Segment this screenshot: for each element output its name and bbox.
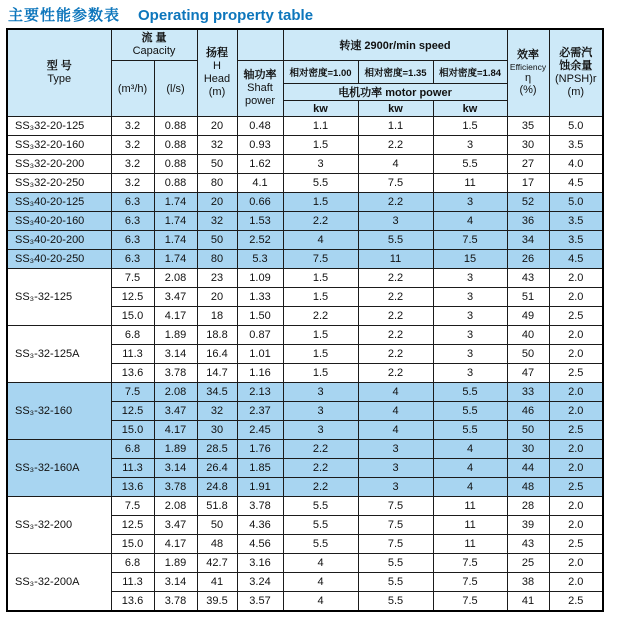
value-cell: 4	[283, 554, 358, 573]
value-cell: 3.78	[154, 592, 197, 612]
value-cell: 5.5	[358, 554, 433, 573]
value-cell: 1.09	[237, 269, 283, 288]
col-header-density-3: 相对密度=1.84	[433, 61, 507, 84]
value-cell: 39	[507, 516, 549, 535]
value-cell: 1.91	[237, 478, 283, 497]
value-cell: 3	[433, 269, 507, 288]
value-cell: 1.74	[154, 231, 197, 250]
value-cell: 30	[197, 421, 237, 440]
col-header-capacity-ls: (l/s)	[154, 61, 197, 117]
type-cell: SS₃32-20-250	[7, 174, 111, 193]
value-cell: 20	[197, 288, 237, 307]
value-cell: 2.5	[549, 421, 603, 440]
value-cell: 4.0	[549, 155, 603, 174]
value-cell: 43	[507, 535, 549, 554]
value-cell: 11	[433, 174, 507, 193]
value-cell: 1.62	[237, 155, 283, 174]
value-cell: 80	[197, 174, 237, 193]
col-header-kw-2: kw	[358, 101, 433, 117]
value-cell: 2.0	[549, 440, 603, 459]
value-cell: 4	[283, 231, 358, 250]
value-cell: 2.0	[549, 459, 603, 478]
type-cell: SS₃-32-200A	[7, 554, 111, 612]
value-cell: 7.5	[433, 231, 507, 250]
value-cell: 42.7	[197, 554, 237, 573]
value-cell: 1.5	[283, 345, 358, 364]
value-cell: 2.0	[549, 402, 603, 421]
empty-header-cell	[237, 29, 283, 61]
col-header-head: 扬程 H Head (m)	[197, 29, 237, 117]
value-cell: 3	[433, 307, 507, 326]
value-cell: 4	[358, 383, 433, 402]
value-cell: 1.01	[237, 345, 283, 364]
table-row	[7, 326, 603, 345]
value-cell: 2.5	[549, 592, 603, 612]
value-cell: 15.0	[111, 421, 154, 440]
value-cell: 1.74	[154, 250, 197, 269]
value-cell: 6.3	[111, 212, 154, 231]
value-cell: 7.5	[111, 269, 154, 288]
value-cell: 3.2	[111, 174, 154, 193]
value-cell: 2.0	[549, 326, 603, 345]
value-cell: 3.5	[549, 231, 603, 250]
type-cell: SS₃-32-160	[7, 383, 111, 440]
value-cell: 2.0	[549, 516, 603, 535]
value-cell: 28	[507, 497, 549, 516]
value-cell: 1.5	[283, 364, 358, 383]
value-cell: 13.6	[111, 364, 154, 383]
table-row	[7, 269, 603, 288]
type-cell: SS₃-32-125	[7, 269, 111, 326]
value-cell: 4.1	[237, 174, 283, 193]
value-cell: 3	[433, 326, 507, 345]
value-cell: 11.3	[111, 459, 154, 478]
value-cell: 2.2	[358, 269, 433, 288]
value-cell: 0.88	[154, 117, 197, 136]
value-cell: 2.13	[237, 383, 283, 402]
table-row	[7, 250, 603, 269]
value-cell: 7.5	[433, 573, 507, 592]
value-cell: 18.8	[197, 326, 237, 345]
value-cell: 2.08	[154, 383, 197, 402]
value-cell: 1.5	[283, 193, 358, 212]
value-cell: 3.2	[111, 136, 154, 155]
type-cell: SS₃-32-200	[7, 497, 111, 554]
value-cell: 5.5	[433, 155, 507, 174]
value-cell: 6.3	[111, 193, 154, 212]
value-cell: 2.0	[549, 383, 603, 402]
col-header-kw-1: kw	[283, 101, 358, 117]
value-cell: 2.0	[549, 269, 603, 288]
value-cell: 0.88	[154, 155, 197, 174]
value-cell: 2.37	[237, 402, 283, 421]
col-header-speed: 转速 2900r/min speed	[283, 29, 507, 61]
value-cell: 40	[507, 326, 549, 345]
value-cell: 2.52	[237, 231, 283, 250]
value-cell: 3.57	[237, 592, 283, 612]
value-cell: 3.5	[549, 212, 603, 231]
value-cell: 32	[197, 136, 237, 155]
value-cell: 50	[507, 421, 549, 440]
type-cell: SS₃32-20-160	[7, 136, 111, 155]
value-cell: 15.0	[111, 307, 154, 326]
value-cell: 7.5	[358, 174, 433, 193]
value-cell: 2.2	[358, 307, 433, 326]
value-cell: 2.0	[549, 573, 603, 592]
value-cell: 2.2	[358, 345, 433, 364]
value-cell: 20	[197, 193, 237, 212]
value-cell: 5.5	[433, 421, 507, 440]
value-cell: 3	[283, 402, 358, 421]
value-cell: 2.2	[283, 212, 358, 231]
value-cell: 13.6	[111, 592, 154, 612]
value-cell: 4	[433, 212, 507, 231]
value-cell: 1.85	[237, 459, 283, 478]
value-cell: 3.47	[154, 288, 197, 307]
value-cell: 23	[197, 269, 237, 288]
type-cell: SS₃32-20-200	[7, 155, 111, 174]
value-cell: 51.8	[197, 497, 237, 516]
value-cell: 0.87	[237, 326, 283, 345]
col-header-capacity-m3h: (m³/h)	[111, 61, 154, 117]
table-body	[7, 117, 603, 612]
value-cell: 34.5	[197, 383, 237, 402]
value-cell: 7.5	[358, 535, 433, 554]
value-cell: 4	[433, 440, 507, 459]
value-cell: 5.5	[433, 402, 507, 421]
value-cell: 3	[433, 345, 507, 364]
value-cell: 50	[197, 231, 237, 250]
table-row	[7, 231, 603, 250]
value-cell: 5.5	[283, 535, 358, 554]
value-cell: 2.0	[549, 345, 603, 364]
value-cell: 3.14	[154, 573, 197, 592]
value-cell: 5.0	[549, 193, 603, 212]
type-cell: SS₃32-20-125	[7, 117, 111, 136]
value-cell: 2.2	[358, 364, 433, 383]
table-row	[7, 554, 603, 573]
col-header-capacity-zh: 流 量	[141, 32, 167, 45]
value-cell: 16.4	[197, 345, 237, 364]
value-cell: 3	[283, 155, 358, 174]
value-cell: 7.5	[433, 554, 507, 573]
value-cell: 3.14	[154, 345, 197, 364]
value-cell: 4	[433, 459, 507, 478]
type-cell: SS₃40-20-200	[7, 231, 111, 250]
value-cell: 12.5	[111, 402, 154, 421]
value-cell: 1.1	[358, 117, 433, 136]
value-cell: 11.3	[111, 345, 154, 364]
value-cell: 4	[283, 592, 358, 612]
value-cell: 3	[358, 459, 433, 478]
value-cell: 6.3	[111, 231, 154, 250]
value-cell: 30	[507, 136, 549, 155]
value-cell: 3.47	[154, 516, 197, 535]
value-cell: 3.2	[111, 117, 154, 136]
value-cell: 11	[433, 516, 507, 535]
value-cell: 2.2	[283, 307, 358, 326]
type-cell: SS₃-32-125A	[7, 326, 111, 383]
value-cell: 0.66	[237, 193, 283, 212]
value-cell: 48	[507, 478, 549, 497]
value-cell: 6.3	[111, 250, 154, 269]
table-row	[7, 136, 603, 155]
value-cell: 2.5	[549, 478, 603, 497]
type-cell: SS₃40-20-250	[7, 250, 111, 269]
value-cell: 3.78	[237, 497, 283, 516]
value-cell: 5.5	[283, 497, 358, 516]
value-cell: 1.16	[237, 364, 283, 383]
value-cell: 24.8	[197, 478, 237, 497]
value-cell: 43	[507, 269, 549, 288]
col-header-capacity-en: Capacity	[132, 45, 176, 57]
value-cell: 15	[433, 250, 507, 269]
value-cell: 49	[507, 307, 549, 326]
value-cell: 4.17	[154, 421, 197, 440]
value-cell: 2.2	[358, 288, 433, 307]
value-cell: 4	[358, 155, 433, 174]
value-cell: 3.16	[237, 554, 283, 573]
value-cell: 1.76	[237, 440, 283, 459]
value-cell: 3.24	[237, 573, 283, 592]
value-cell: 4	[358, 402, 433, 421]
col-header-kw-3: kw	[433, 101, 507, 117]
col-header-shaft-power: 轴功率 Shaft power	[237, 61, 283, 117]
type-cell: SS₃-32-160A	[7, 440, 111, 497]
value-cell: 7.5	[283, 250, 358, 269]
value-cell: 3	[358, 212, 433, 231]
value-cell: 5.5	[358, 592, 433, 612]
value-cell: 7.5	[433, 592, 507, 612]
value-cell: 1.50	[237, 307, 283, 326]
page-title-en: Operating property table	[138, 7, 314, 24]
value-cell: 3	[433, 288, 507, 307]
operating-property-table	[6, 28, 604, 612]
type-cell: SS₃40-20-125	[7, 193, 111, 212]
value-cell: 5.5	[433, 383, 507, 402]
col-header-density-1: 相对密度=1.00	[283, 61, 358, 84]
value-cell: 50	[197, 155, 237, 174]
value-cell: 3	[433, 364, 507, 383]
value-cell: 50	[507, 345, 549, 364]
value-cell: 4.5	[549, 250, 603, 269]
value-cell: 12.5	[111, 288, 154, 307]
value-cell: 18	[197, 307, 237, 326]
value-cell: 28.5	[197, 440, 237, 459]
table-row	[7, 497, 603, 516]
value-cell: 3	[283, 383, 358, 402]
value-cell: 30	[507, 440, 549, 459]
value-cell: 1.53	[237, 212, 283, 231]
value-cell: 47	[507, 364, 549, 383]
value-cell: 46	[507, 402, 549, 421]
col-header-npsh: 必需汽 蚀余量 (NPSH)r (m)	[549, 29, 603, 117]
value-cell: 1.89	[154, 554, 197, 573]
value-cell: 2.2	[358, 193, 433, 212]
page-title	[0, 0, 623, 28]
value-cell: 0.88	[154, 136, 197, 155]
value-cell: 3.14	[154, 459, 197, 478]
type-cell: SS₃40-20-160	[7, 212, 111, 231]
value-cell: 26	[507, 250, 549, 269]
value-cell: 2.2	[358, 326, 433, 345]
value-cell: 4	[358, 421, 433, 440]
value-cell: 4.17	[154, 307, 197, 326]
value-cell: 2.5	[549, 364, 603, 383]
value-cell: 48	[197, 535, 237, 554]
value-cell: 4.17	[154, 535, 197, 554]
value-cell: 12.5	[111, 516, 154, 535]
value-cell: 4	[433, 478, 507, 497]
value-cell: 1.89	[154, 326, 197, 345]
value-cell: 4.5	[549, 174, 603, 193]
col-header-density-2: 相对密度=1.35	[358, 61, 433, 84]
value-cell: 27	[507, 155, 549, 174]
value-cell: 35	[507, 117, 549, 136]
value-cell: 3	[358, 440, 433, 459]
value-cell: 5.5	[358, 231, 433, 250]
value-cell: 2.08	[154, 269, 197, 288]
value-cell: 3.78	[154, 364, 197, 383]
page-title-zh: 主要性能参数表	[8, 7, 121, 24]
value-cell: 11	[433, 497, 507, 516]
value-cell: 6.8	[111, 554, 154, 573]
value-cell: 33	[507, 383, 549, 402]
value-cell: 4.56	[237, 535, 283, 554]
col-header-efficiency: 效率 Efficiency η (%)	[507, 29, 549, 117]
value-cell: 44	[507, 459, 549, 478]
value-cell: 1.5	[283, 326, 358, 345]
value-cell: 39.5	[197, 592, 237, 612]
value-cell: 5.5	[358, 573, 433, 592]
value-cell: 1.5	[283, 136, 358, 155]
value-cell: 1.1	[283, 117, 358, 136]
value-cell: 2.5	[549, 307, 603, 326]
value-cell: 3.47	[154, 402, 197, 421]
value-cell: 4.36	[237, 516, 283, 535]
value-cell: 52	[507, 193, 549, 212]
value-cell: 2.0	[549, 554, 603, 573]
value-cell: 1.5	[283, 269, 358, 288]
value-cell: 1.74	[154, 193, 197, 212]
value-cell: 7.5	[111, 383, 154, 402]
value-cell: 51	[507, 288, 549, 307]
value-cell: 32	[197, 212, 237, 231]
value-cell: 20	[197, 117, 237, 136]
value-cell: 6.8	[111, 440, 154, 459]
value-cell: 1.74	[154, 212, 197, 231]
value-cell: 32	[197, 402, 237, 421]
col-header-type	[7, 29, 111, 117]
value-cell: 17	[507, 174, 549, 193]
value-cell: 15.0	[111, 535, 154, 554]
value-cell: 0.48	[237, 117, 283, 136]
value-cell: 50	[197, 516, 237, 535]
value-cell: 1.5	[283, 288, 358, 307]
value-cell: 1.89	[154, 440, 197, 459]
col-header-capacity	[111, 29, 197, 61]
value-cell: 2.45	[237, 421, 283, 440]
value-cell: 14.7	[197, 364, 237, 383]
value-cell: 2.2	[283, 459, 358, 478]
table-row	[7, 193, 603, 212]
value-cell: 26.4	[197, 459, 237, 478]
table-row	[7, 155, 603, 174]
value-cell: 3.5	[549, 136, 603, 155]
value-cell: 41	[197, 573, 237, 592]
value-cell: 0.93	[237, 136, 283, 155]
value-cell: 3	[433, 136, 507, 155]
col-header-type-en: Type	[47, 73, 72, 85]
value-cell: 11	[358, 250, 433, 269]
value-cell: 11.3	[111, 573, 154, 592]
table-row	[7, 212, 603, 231]
value-cell: 3	[358, 478, 433, 497]
value-cell: 5.5	[283, 174, 358, 193]
value-cell: 5.0	[549, 117, 603, 136]
value-cell: 3	[283, 421, 358, 440]
col-header-motor-power: 电机功率 motor power	[283, 84, 507, 101]
value-cell: 1.33	[237, 288, 283, 307]
value-cell: 4	[283, 573, 358, 592]
value-cell: 41	[507, 592, 549, 612]
value-cell: 2.08	[154, 497, 197, 516]
value-cell: 2.2	[358, 136, 433, 155]
value-cell: 2.0	[549, 497, 603, 516]
table-row	[7, 117, 603, 136]
value-cell: 13.6	[111, 478, 154, 497]
value-cell: 3	[433, 193, 507, 212]
value-cell: 2.2	[283, 440, 358, 459]
value-cell: 34	[507, 231, 549, 250]
value-cell: 3.2	[111, 155, 154, 174]
value-cell: 6.8	[111, 326, 154, 345]
value-cell: 7.5	[111, 497, 154, 516]
value-cell: 25	[507, 554, 549, 573]
value-cell: 2.0	[549, 288, 603, 307]
value-cell: 5.5	[283, 516, 358, 535]
value-cell: 80	[197, 250, 237, 269]
table-row	[7, 440, 603, 459]
value-cell: 2.5	[549, 535, 603, 554]
value-cell: 11	[433, 535, 507, 554]
value-cell: 5.3	[237, 250, 283, 269]
value-cell: 1.5	[433, 117, 507, 136]
value-cell: 2.2	[283, 478, 358, 497]
value-cell: 38	[507, 573, 549, 592]
col-header-type-zh: 型 号	[46, 60, 72, 73]
value-cell: 7.5	[358, 497, 433, 516]
value-cell: 36	[507, 212, 549, 231]
value-cell: 0.88	[154, 174, 197, 193]
value-cell: 3.78	[154, 478, 197, 497]
value-cell: 7.5	[358, 516, 433, 535]
table-row	[7, 174, 603, 193]
table-row	[7, 383, 603, 402]
